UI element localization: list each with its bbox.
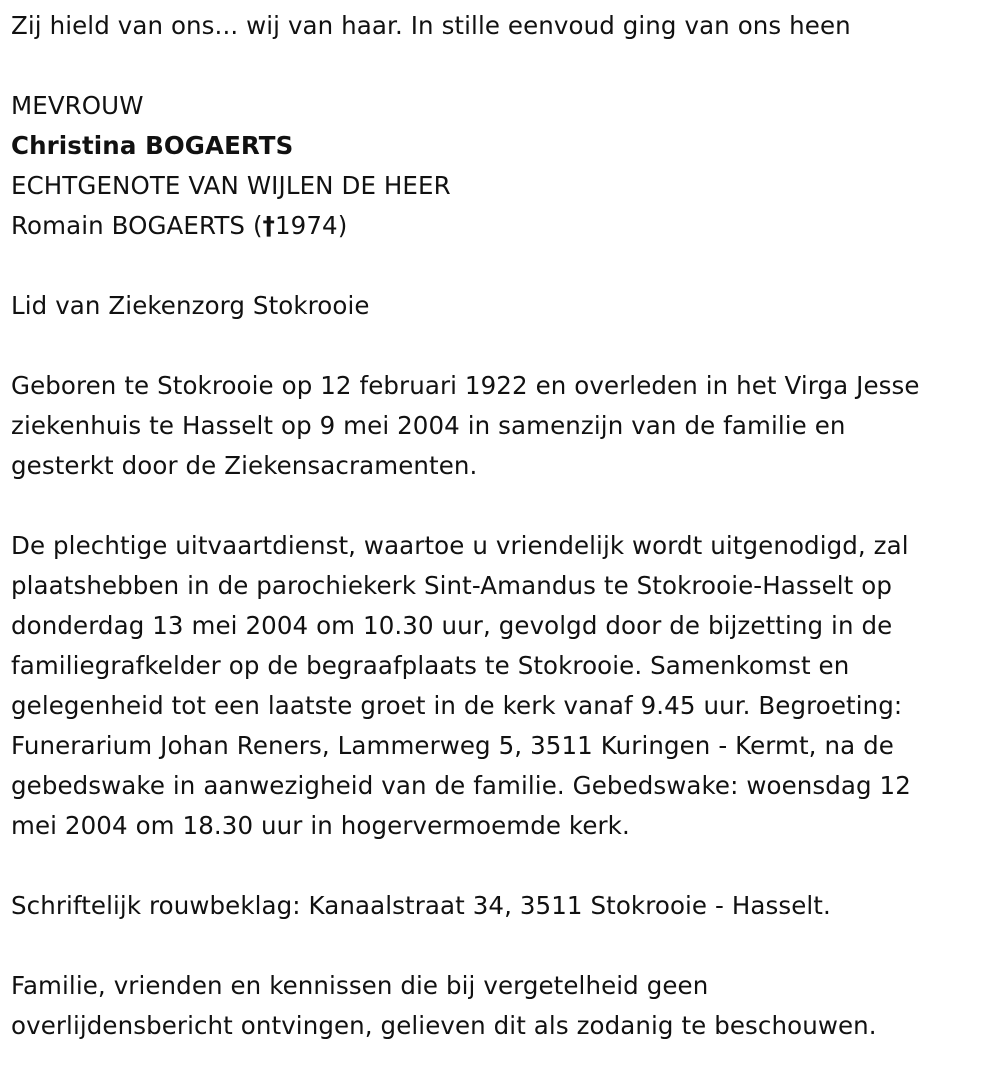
birth-death-paragraph [11,366,1000,486]
paragraph-line: mei 2004 om 18.30 uur in hogervermoemde kerk. [11,811,630,840]
paragraph-line: overlijdensbericht ontvingen, gelieven dit als zodanig te beschouwen. [11,1011,877,1040]
funeral-paragraph [11,526,1000,846]
paragraph-line: ziekenhuis te Hasselt op 9 mei 2004 in samenzijn van de familie en [11,411,846,440]
spacer [11,486,1000,526]
spouse-death-year: 1974) [274,211,348,240]
condolences-line: Schriftelijk rouwbeklag: Kanaalstraat 34, 3511 Stokrooie - Hasselt. [11,891,831,920]
paragraph-line: plaatshebben in de parochiekerk Sint-Amandus te Stokrooie-Hasselt op [11,571,892,600]
spacer [11,46,1000,86]
spacer [11,926,1000,966]
intro-line: Zij hield van ons... wij van haar. In stille eenvoud ging van ons heen [11,11,851,40]
paragraph-line: De plechtige uitvaartdienst, waartoe u vriendelijk wordt uitgenodigd, zal [11,531,909,560]
paragraph-line: Geboren te Stokrooie op 12 februari 1922 en overleden in het Virga Jesse [11,371,920,400]
paragraph-line: familiegrafkelder op de begraafplaats te Stokrooie. Samenkomst en [11,651,850,680]
paragraph-line: donderdag 13 mei 2004 om 10.30 uur, gevolgd door de bijzetting in de [11,611,893,640]
spacer [11,326,1000,366]
paragraph-line: gebedswake in aanwezigheid van de familie. Gebedswake: woensdag 12 [11,771,911,800]
cross-icon: † [262,211,275,240]
paragraph-line: Familie, vrienden en kennissen die bij vergetelheid geen [11,971,709,1000]
spouse-name: Romain BOGAERTS ( [11,211,263,240]
spouse-line [11,206,1000,246]
title-prefix: MEVROUW [11,91,144,120]
spacer [11,246,1000,286]
spacer [11,846,1000,886]
spouse-label: ECHTGENOTE VAN WIJLEN DE HEER [11,171,451,200]
paragraph-line: Funerarium Johan Reners, Lammerweg 5, 3511 Kuringen - Kermt, na de [11,731,894,760]
paragraph-line: gelegenheid tot een laatste groet in de kerk vanaf 9.45 uur. Begroeting: [11,691,903,720]
closing-paragraph [11,966,1000,1046]
paragraph-line: gesterkt door de Ziekensacramenten. [11,451,478,480]
deceased-name: Christina BOGAERTS [11,131,294,160]
membership-line: Lid van Ziekenzorg Stokrooie [11,291,370,320]
